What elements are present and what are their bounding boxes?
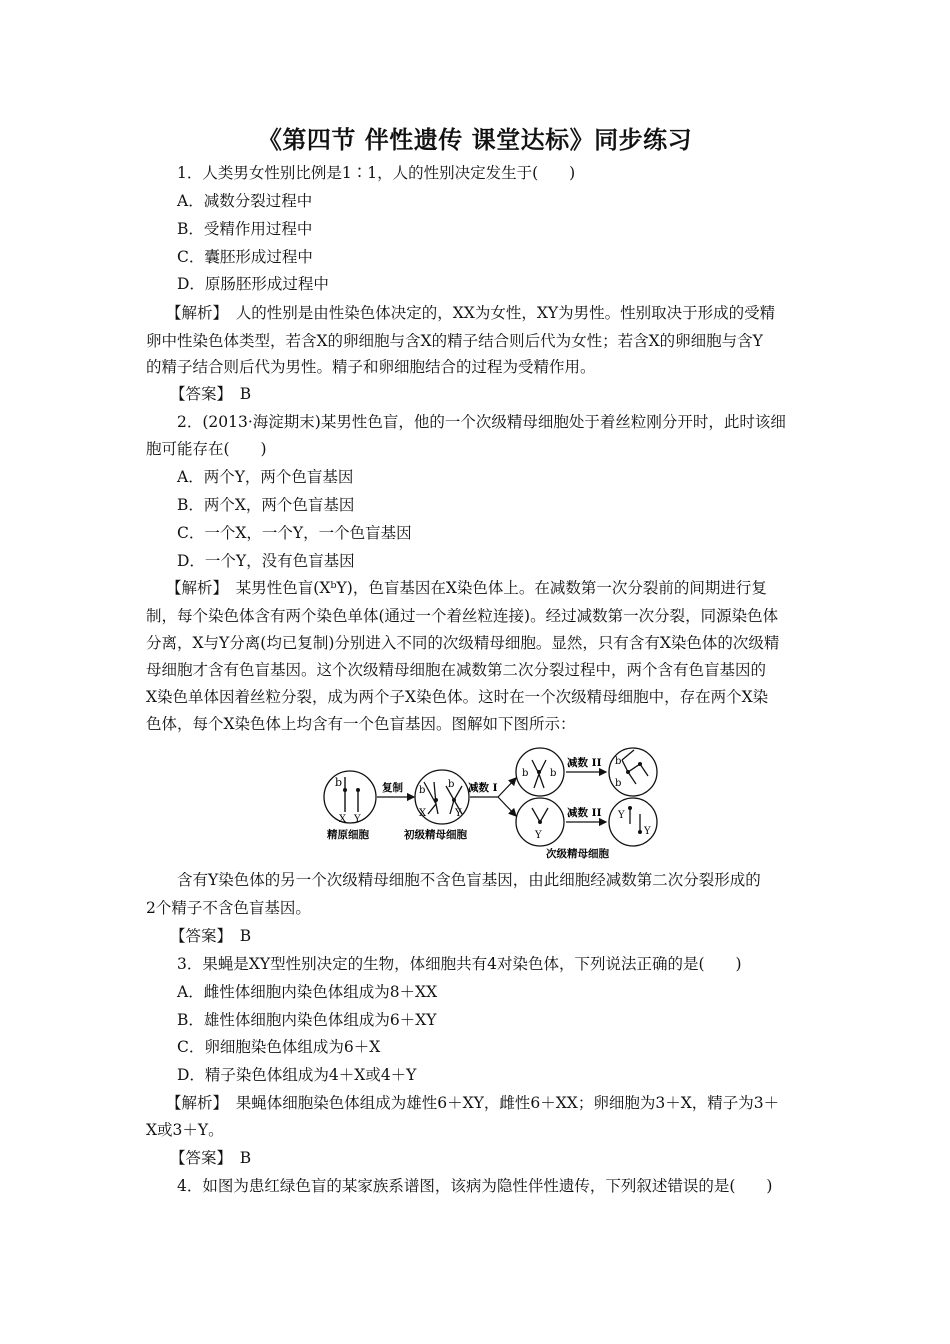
cell-spermatogonium [324, 771, 376, 825]
primary-chrom-y: Y [455, 808, 462, 819]
q2-analysis-line-5: X染色单体因着丝粒分裂，成为两个子X染色体。这时在一个次级精母细胞中，存在两个X染 [146, 688, 769, 706]
q2-analysis-line-6: 色体，每个X染色体上均含有一个色盲基因。图解如下图所示： [146, 715, 576, 733]
m2-chrom-y: Y [618, 810, 625, 821]
secondary-chrom-y: Y [535, 830, 542, 841]
label-secondary: 次级精母细胞 [546, 848, 609, 860]
cell-secondary-y [516, 798, 564, 846]
q1-option-c: C．囊胚形成过程中 [177, 248, 313, 266]
q3-option-d: D．精子染色体组成为4＋X或4＋Y [177, 1066, 417, 1084]
q3-analysis-line-1 [166, 1092, 810, 1114]
q2-option-d: D．一个Y，没有色盲基因 [177, 552, 355, 570]
cell-primary-spermatocyte [415, 770, 469, 824]
q3-analysis-line-2: X或3＋Y。 [146, 1121, 224, 1139]
q1-answer-value: B [239, 385, 252, 403]
primary-chrom-x: X [419, 808, 427, 819]
q2-option-a: A．两个Y，两个色盲基因 [177, 468, 354, 486]
secondary-gene-b: b [522, 768, 529, 779]
q3-answer-value: B [239, 1149, 252, 1167]
m2-chrom-y-2: Y [644, 826, 651, 837]
q1-option-a: A．减数分裂过程中 [177, 192, 313, 210]
q2-analysis-line-3: 分离，X与Y分离(均已复制)分别进入不同的次级精母细胞。显然，只有含有X染色体的次级精 [146, 634, 780, 652]
q4-stem: 4．如图为患红绿色盲的某家族系谱图，该病为隐性伴性遗传，下列叙述错误的是( ) [177, 1177, 773, 1195]
q2-analysis-line-1 [166, 577, 810, 599]
q2-option-c: C．一个X，一个Y，一个色盲基因 [177, 524, 412, 542]
q1-answer [170, 383, 834, 405]
q3-answer [170, 1147, 834, 1169]
q3-analysis-label: 【解析】 [166, 1094, 221, 1112]
primary-gene-b: b [419, 785, 426, 796]
cell-meiosis2-y [609, 798, 657, 846]
q3-analysis-text: 果蝇体细胞染色体组成为雄性6＋XY，雌性6＋XX；卵细胞为3＋X，精子为3＋ [220, 1094, 780, 1112]
arrow-replicate-label: 复制 [382, 782, 403, 794]
q3-answer-label: 【答案】 [170, 1149, 225, 1167]
q2-option-b: B．两个X，两个色盲基因 [177, 496, 355, 514]
q1-analysis-line-1 [166, 302, 810, 324]
secondary-gene-b-2: b [550, 768, 557, 779]
q2-stem-line-2: 胞可能存在( ) [146, 440, 267, 458]
arrow-meiosis2-top-label: 减数 II [567, 757, 602, 769]
q2-analysis-line-4: 母细胞才含有色盲基因。这个次级精母细胞在减数第二次分裂过程中，两个含有色盲基因的 [146, 661, 767, 679]
q1-stem: 1．人类男女性别比例是1∶1，人的性别决定发生于( ) [177, 164, 576, 182]
page-title: 《第四节 伴性遗传 课堂达标》同步练习 [257, 125, 693, 154]
q2-answer-label: 【答案】 [170, 927, 225, 945]
q1-option-d: D．原肠胚形成过程中 [177, 275, 329, 293]
q1-analysis-line-2: 卵中性染色体类型，若含X的卵细胞与含X的精子结合则后代为女性；若含X的卵细胞与含Y [146, 332, 763, 350]
q3-option-a: A．雌性体细胞内染色体组成为8＋XX [177, 983, 438, 1001]
q1-analysis-line-3: 的精子结合则后代为男性。精子和卵细胞结合的过程为受精作用。 [146, 358, 596, 376]
chrom-x-label: X [339, 814, 347, 825]
q3-stem: 3．果蝇是XY型性别决定的生物，体细胞共有4对染色体，下列说法正确的是( ) [177, 955, 742, 973]
gene-b-label: b [335, 776, 343, 789]
q2-answer-value: B [239, 927, 252, 945]
q1-analysis-text: 人的性别是由性染色体决定的，XX为女性，XY为男性。性别取决于形成的受精 [220, 304, 776, 322]
arrow-meiosis1-label: 减数 I [468, 782, 498, 794]
q2-analysis-line-2: 制，每个染色体含有两个染色单体(通过一个着丝粒连接)。经过减数第一次分裂，同源染色体 [146, 607, 779, 625]
q2-analysis-label: 【解析】 [166, 579, 221, 597]
chrom-y-label: Y [354, 814, 361, 825]
m2-gene-b-2: b [615, 778, 622, 789]
m2-gene-b: b [615, 756, 622, 767]
q3-option-b: B．雄性体细胞内染色体组成为6＋XY [177, 1011, 437, 1029]
q2-analysis-text: 某男性色盲(XᵇY)，色盲基因在X染色体上。在减数第一次分裂前的间期进行复 [220, 579, 767, 597]
meiosis-diagram [318, 742, 664, 862]
q3-option-c: C．卵细胞染色体组成为6＋X [177, 1038, 381, 1056]
q1-option-b: B．受精作用过程中 [177, 220, 313, 238]
cell-meiosis2-x [609, 748, 657, 796]
arrow-meiosis2-bottom-label: 减数 II [567, 807, 602, 819]
primary-gene-b-2: b [448, 779, 455, 790]
cell-secondary-x [516, 748, 564, 796]
label-primary: 初级精母细胞 [404, 829, 467, 841]
q1-analysis-label: 【解析】 [166, 304, 221, 322]
q1-answer-label: 【答案】 [170, 385, 225, 403]
q2-answer [170, 925, 834, 947]
q2-after-line-1: 含有Y染色体的另一个次级精母细胞不含色盲基因，由此细胞经减数第二次分裂形成的 [177, 871, 761, 889]
q2-stem-line-1: 2．(2013·海淀期末)某男性色盲，他的一个次级精母细胞处于着丝粒刚分开时，此时该细 [177, 413, 786, 431]
q2-after-line-2: 2个精子不含色盲基因。 [146, 899, 311, 917]
label-spermatogonium: 精原细胞 [327, 829, 369, 841]
